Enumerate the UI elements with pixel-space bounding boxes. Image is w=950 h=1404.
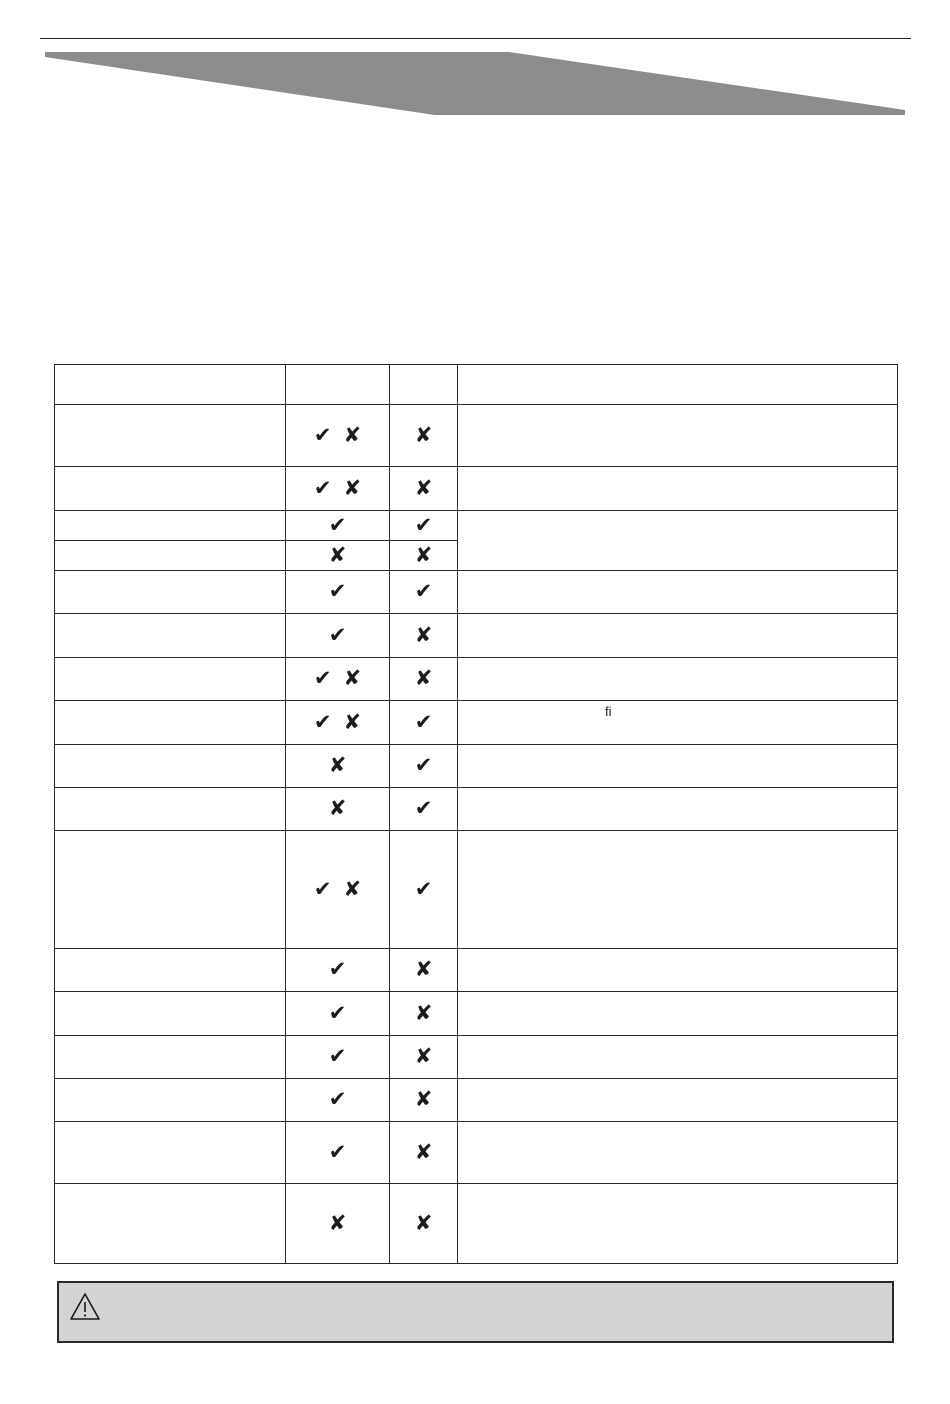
mark-cell-b (390, 467, 458, 511)
table-row (55, 1122, 898, 1184)
remark-cell (458, 614, 898, 658)
check-icon: ✔ (328, 1000, 347, 1025)
check-icon: ✔ (313, 876, 332, 901)
mark-cell-b (390, 745, 458, 788)
mark-cell-a (286, 571, 390, 614)
mark-cell-b (390, 1184, 458, 1264)
mark-cell-b (390, 658, 458, 701)
mark-cell-a (286, 467, 390, 511)
table-row (55, 614, 898, 658)
check-icon: ✔ (328, 579, 347, 603)
feature-cell (55, 541, 286, 571)
feature-cell (55, 788, 286, 831)
feature-cell (55, 831, 286, 949)
feature-cell (55, 511, 286, 541)
table-header-row (55, 365, 898, 405)
check-icon: ✔ (414, 753, 433, 777)
warning-box (57, 1281, 894, 1343)
mark-cell-a (286, 788, 390, 831)
header-cell-remark (458, 365, 898, 405)
feature-cell (55, 992, 286, 1036)
feature-cell (55, 1122, 286, 1184)
mark-cell-b (390, 1079, 458, 1122)
cross-icon: ✘ (328, 542, 347, 567)
table-row (55, 992, 898, 1036)
remark-cell (458, 745, 898, 788)
remark-cell (458, 831, 898, 949)
table-row (55, 467, 898, 511)
cross-icon: ✘ (414, 1087, 433, 1111)
table-row (55, 701, 898, 745)
feature-cell (55, 614, 286, 658)
remark-cell (458, 701, 898, 745)
cross-icon: ✘ (328, 1210, 347, 1235)
remark-cell (458, 1036, 898, 1079)
mark-cell-b (390, 949, 458, 992)
check-icon: ✔ (328, 1087, 347, 1111)
cross-icon: ✘ (343, 475, 362, 500)
mark-cell-b (390, 788, 458, 831)
cross-icon: ✘ (414, 475, 433, 500)
feature-matrix (54, 364, 898, 1264)
mark-cell-a (286, 745, 390, 788)
mark-cell-b (390, 571, 458, 614)
warning-triangle-icon (69, 1292, 101, 1322)
feature-cell (55, 745, 286, 788)
cross-icon: ✘ (328, 753, 347, 777)
table-row (55, 831, 898, 949)
remark-cell (458, 949, 898, 992)
mark-cell-a (286, 1079, 390, 1122)
check-icon: ✔ (313, 475, 332, 500)
remark-cell (458, 658, 898, 701)
mark-cell-a (286, 511, 390, 541)
header-cell-b (390, 365, 458, 405)
mark-cell-b (390, 701, 458, 745)
mark-cell-b (390, 831, 458, 949)
cross-icon: ✘ (343, 709, 362, 734)
mark-cell-a (286, 658, 390, 701)
cross-icon: ✘ (343, 422, 362, 447)
table-row (55, 1079, 898, 1122)
cross-icon: ✘ (414, 1139, 433, 1164)
cross-icon: ✘ (414, 666, 433, 690)
cross-icon: ✘ (414, 1210, 433, 1235)
feature-cell (55, 1036, 286, 1079)
mark-cell-b (390, 541, 458, 571)
cross-icon: ✘ (414, 1044, 433, 1068)
cross-icon: ✘ (414, 1000, 433, 1025)
header-banner (45, 52, 905, 115)
header-banner-shape (45, 52, 905, 115)
mark-cell-b (390, 1036, 458, 1079)
remark-cell (458, 405, 898, 467)
check-icon: ✔ (328, 512, 347, 537)
mark-cell-a (286, 1036, 390, 1079)
mark-cell-a (286, 1122, 390, 1184)
cross-icon: ✘ (328, 796, 347, 820)
feature-cell (55, 701, 286, 745)
cross-icon: ✘ (414, 422, 433, 447)
cross-icon: ✘ (414, 622, 433, 647)
cross-icon: ✘ (414, 542, 433, 567)
feature-cell (55, 658, 286, 701)
check-icon: ✔ (414, 876, 433, 901)
cross-icon: ✘ (414, 957, 433, 981)
check-icon: ✔ (313, 422, 332, 447)
mark-cell-a (286, 614, 390, 658)
remark-cell (458, 992, 898, 1036)
feature-table (54, 364, 897, 1264)
remark-cell (458, 1079, 898, 1122)
check-icon: ✔ (313, 666, 332, 690)
table-row (55, 1184, 898, 1264)
mark-cell-a (286, 831, 390, 949)
table-row (55, 658, 898, 701)
mark-cell-a (286, 405, 390, 467)
check-icon: ✔ (414, 579, 433, 603)
top-rule (40, 38, 911, 39)
mark-cell-a (286, 701, 390, 745)
check-icon: ✔ (414, 512, 433, 537)
feature-cell (55, 1184, 286, 1264)
remark-cell (458, 571, 898, 614)
mark-cell-b (390, 1122, 458, 1184)
feature-cell (55, 405, 286, 467)
mark-cell-a (286, 949, 390, 992)
remark-cell (458, 511, 898, 571)
feature-cell (55, 949, 286, 992)
check-icon: ✔ (328, 957, 347, 981)
remark-cell (458, 467, 898, 511)
mark-cell-a (286, 541, 390, 571)
header-cell-a (286, 365, 390, 405)
mark-cell-b (390, 614, 458, 658)
remark-cell (458, 1122, 898, 1184)
feature-cell (55, 467, 286, 511)
check-icon: ✔ (414, 796, 433, 820)
mark-cell-b (390, 511, 458, 541)
cross-icon: ✘ (343, 666, 362, 690)
check-icon: ✔ (328, 622, 347, 647)
cross-icon: ✘ (343, 876, 362, 901)
table-row (55, 511, 898, 541)
check-icon: ✔ (328, 1044, 347, 1068)
check-icon: ✔ (313, 709, 332, 734)
mark-cell-b (390, 405, 458, 467)
table-row (55, 949, 898, 992)
remark-cell (458, 788, 898, 831)
mark-cell-b (390, 992, 458, 1036)
table-row (55, 1036, 898, 1079)
feature-cell (55, 1079, 286, 1122)
check-icon: ✔ (328, 1139, 347, 1164)
feature-cell (55, 571, 286, 614)
header-cell-feature (55, 365, 286, 405)
remark-cell (458, 1184, 898, 1264)
table-row (55, 745, 898, 788)
table-row (55, 405, 898, 467)
mark-cell-a (286, 992, 390, 1036)
mark-cell-a (286, 1184, 390, 1264)
table-row (55, 571, 898, 614)
table-row (55, 788, 898, 831)
remark-text: ﬁ (605, 704, 612, 719)
check-icon: ✔ (414, 709, 433, 734)
